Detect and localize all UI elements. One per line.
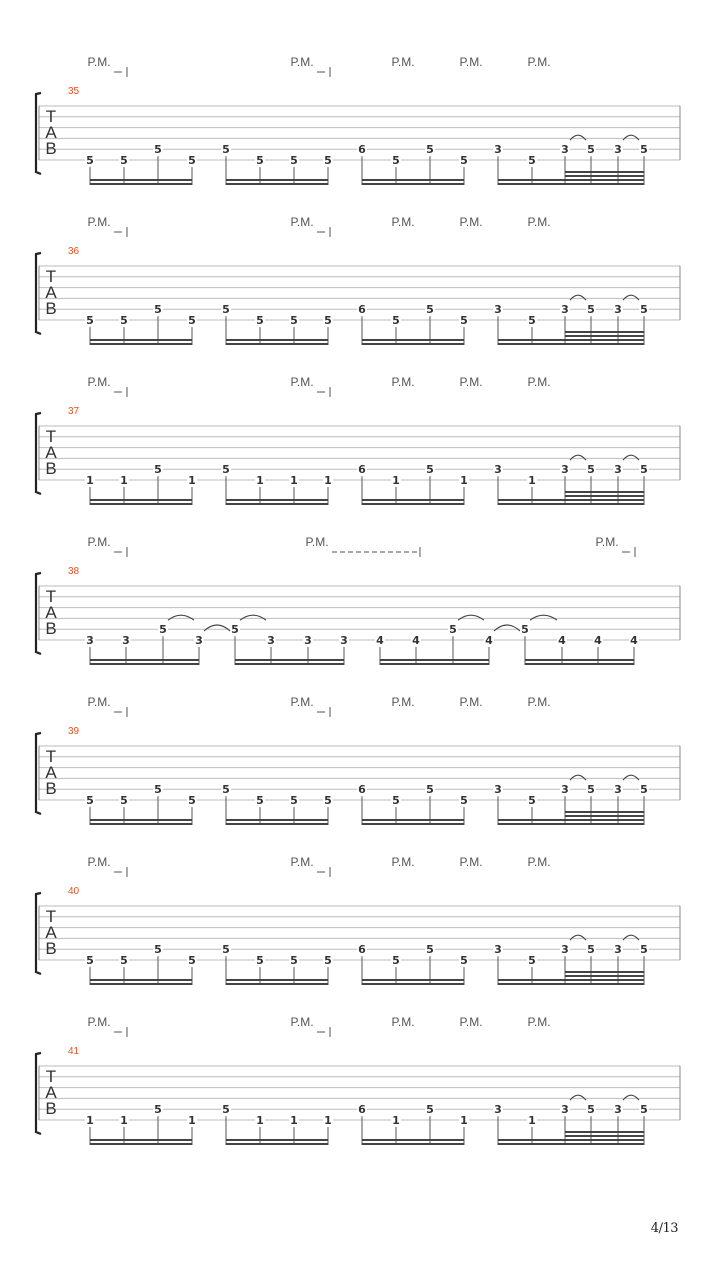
tab-letter: A [45,763,57,782]
beam [565,975,644,977]
fret-number: 5 [426,463,434,477]
palm-mute-label: P.M. [87,55,111,69]
fret-number: 3 [561,943,569,957]
slur-arc [570,775,586,780]
palm-mute-label: P.M. [459,215,483,229]
fret-number: 6 [358,783,366,797]
system-41 [36,1015,680,1145]
fret-number: 5 [392,794,400,807]
beam [565,811,644,813]
system-37 [36,375,680,505]
fret-number: 5 [86,794,94,807]
fret-number: 5 [222,303,230,317]
palm-mute-label: P.M. [87,375,111,389]
fret-number: 1 [528,474,536,487]
tab-letter: T [45,747,57,766]
fret-number: 4 [558,634,566,647]
fret-number: 5 [86,154,94,167]
fret-number: 5 [154,783,162,797]
beam [90,183,192,185]
fret-number: 3 [494,1103,502,1117]
system-39 [36,695,680,825]
palm-mute-label: P.M. [459,1015,483,1029]
beam [226,823,328,825]
beam [90,503,192,505]
fret-number: 5 [154,143,162,157]
fret-number: 3 [614,783,622,797]
fret-number: 3 [614,1103,622,1117]
fret-number: 1 [120,474,128,487]
fret-number: 3 [267,634,275,647]
fret-number: 1 [460,1114,468,1127]
tab-letter: B [45,939,57,958]
beam [226,1139,328,1141]
fret-number: 5 [449,623,457,637]
fret-number: 5 [256,154,264,167]
fret-number: 4 [594,634,602,647]
beam [362,499,464,501]
fret-number: 5 [587,1103,595,1117]
fret-number: 5 [188,954,196,967]
measure-number: 36 [68,246,80,257]
fret-number: 5 [231,623,239,637]
fret-number: 3 [195,634,203,647]
fret-number: 5 [188,314,196,327]
slur-arc [494,625,520,631]
fret-number: 5 [528,794,536,807]
palm-mute-label: P.M. [459,375,483,389]
palm-mute-label: P.M. [290,855,314,869]
tab-letter: A [45,1083,57,1102]
beam [565,1131,644,1133]
fret-number: 5 [256,314,264,327]
beam [525,659,634,661]
fret-number: 5 [640,463,648,477]
palm-mute-label: P.M. [459,55,483,69]
fret-number: 5 [640,303,648,317]
fret-number: 5 [640,783,648,797]
slur-arc [623,455,639,460]
fret-number: 5 [460,794,468,807]
fret-number: 5 [159,623,167,637]
fret-number: 5 [222,783,230,797]
beam [362,819,464,821]
fret-number: 5 [188,794,196,807]
fret-number: 5 [426,1103,434,1117]
beam [525,663,634,665]
beam [498,499,644,501]
palm-mute-label: P.M. [459,695,483,709]
slur-arc [623,135,639,140]
beam [565,331,644,333]
slur-arc [570,1095,586,1100]
tab-letter: T [45,907,57,926]
palm-mute-label: P.M. [527,855,551,869]
beam [362,503,464,505]
beam [362,1139,464,1141]
beam [380,663,489,665]
palm-mute-label: P.M. [527,215,551,229]
fret-number: 5 [324,794,332,807]
fret-number: 3 [494,303,502,317]
beam [226,183,328,185]
beam [235,659,344,661]
fret-number: 3 [561,783,569,797]
fret-number: 5 [256,954,264,967]
fret-number: 1 [188,474,196,487]
measure-number: 37 [68,406,80,417]
tab-letter: T [45,587,57,606]
palm-mute-label: P.M. [391,1015,415,1029]
fret-number: 5 [528,314,536,327]
slur-arc [570,295,586,300]
fret-number: 1 [392,1114,400,1127]
fret-number: 5 [521,623,529,637]
beam [565,971,644,973]
beam [498,819,644,821]
beam [226,339,328,341]
beam [226,503,328,505]
tab-letter: B [45,299,57,318]
tab-letter: T [45,107,57,126]
fret-number: 5 [640,1103,648,1117]
fret-number: 5 [222,943,230,957]
fret-number: 5 [392,954,400,967]
palm-mute-label: P.M. [391,215,415,229]
slur-arc [530,615,557,620]
beam [498,823,644,825]
fret-number: 5 [426,783,434,797]
tab-letter: B [45,1099,57,1118]
palm-mute-label: P.M. [290,1015,314,1029]
beam [498,179,644,181]
beam [226,979,328,981]
measure-number: 35 [68,86,80,97]
beam [498,339,644,341]
fret-number: 6 [358,943,366,957]
fret-number: 4 [630,634,638,647]
fret-number: 4 [376,634,384,647]
fret-number: 5 [587,303,595,317]
palm-mute-label: P.M. [527,1015,551,1029]
fret-number: 5 [392,314,400,327]
fret-number: 5 [154,943,162,957]
tab-letter: A [45,443,57,462]
fret-number: 3 [494,783,502,797]
beam [362,1143,464,1145]
fret-number: 5 [426,303,434,317]
fret-number: 3 [494,463,502,477]
measure-number: 40 [68,886,80,897]
palm-mute-label: P.M. [87,215,111,229]
fret-number: 5 [290,954,298,967]
fret-number: 1 [324,1114,332,1127]
fret-number: 1 [324,474,332,487]
palm-mute-label: P.M. [290,215,314,229]
beam [565,175,644,177]
fret-number: 3 [494,943,502,957]
palm-mute-label: P.M. [391,55,415,69]
palm-mute-label: P.M. [391,375,415,389]
beam [565,171,644,173]
beam [362,343,464,345]
beam [90,659,199,661]
fret-number: 5 [222,143,230,157]
fret-number: 5 [120,154,128,167]
measure-number: 41 [68,1046,80,1057]
slur-arc [623,1095,639,1100]
fret-number: 5 [324,954,332,967]
tab-letter: B [45,779,57,798]
fret-number: 5 [86,954,94,967]
fret-number: 5 [426,143,434,157]
tab-letter: A [45,923,57,942]
fret-number: 3 [340,634,348,647]
tab-letter: T [45,1067,57,1086]
fret-number: 5 [587,463,595,477]
palm-mute-label: P.M. [87,695,111,709]
fret-number: 3 [304,634,312,647]
slur-arc [623,935,639,940]
beam [235,663,344,665]
beam [90,979,192,981]
fret-number: 5 [120,314,128,327]
beam [226,1143,328,1145]
beam [362,823,464,825]
fret-number: 6 [358,463,366,477]
fret-number: 5 [426,943,434,957]
beam [565,335,644,337]
palm-mute-label: P.M. [87,855,111,869]
fret-number: 4 [412,634,420,647]
fret-number: 5 [460,314,468,327]
fret-number: 1 [290,474,298,487]
palm-mute-label: P.M. [459,855,483,869]
fret-number: 5 [290,794,298,807]
fret-number: 5 [154,303,162,317]
beam [498,983,644,985]
system-40 [36,855,680,985]
fret-number: 5 [290,154,298,167]
fret-number: 5 [587,943,595,957]
beam [380,659,489,661]
beam [90,1143,192,1145]
palm-mute-label: P.M. [527,55,551,69]
beam [498,979,644,981]
fret-number: 5 [392,154,400,167]
fret-number: 6 [358,143,366,157]
fret-number: 5 [86,314,94,327]
slur-arc [623,775,639,780]
fret-number: 5 [324,314,332,327]
fret-number: 5 [120,794,128,807]
slur-arc [570,455,586,460]
slur-arc [570,135,586,140]
beam [90,339,192,341]
slur-arc [570,935,586,940]
fret-number: 3 [614,463,622,477]
tab-letter: B [45,619,57,638]
fret-number: 1 [528,1114,536,1127]
slur-arc [458,615,484,620]
beam [362,179,464,181]
tab-letter: B [45,459,57,478]
fret-number: 1 [256,1114,264,1127]
fret-number: 5 [290,314,298,327]
beam [362,339,464,341]
beam [362,983,464,985]
slur-arc [204,625,230,631]
fret-number: 1 [120,1114,128,1127]
system-36 [36,215,680,345]
beam [362,183,464,185]
fret-number: 3 [86,634,94,647]
measure-number: 39 [68,726,80,737]
fret-number: 5 [460,154,468,167]
tab-letter: T [45,267,57,286]
palm-mute-label: P.M. [87,1015,111,1029]
fret-number: 5 [528,154,536,167]
fret-number: 5 [528,954,536,967]
fret-number: 5 [640,943,648,957]
fret-number: 5 [587,143,595,157]
beam [90,343,192,345]
fret-number: 5 [154,463,162,477]
slur-arc [623,295,639,300]
fret-number: 3 [614,143,622,157]
tab-letter: T [45,427,57,446]
palm-mute-label: P.M. [527,695,551,709]
palm-mute-label: P.M. [290,375,314,389]
fret-number: 1 [86,1114,94,1127]
beam [565,495,644,497]
fret-number: 3 [561,303,569,317]
tab-letter: A [45,603,57,622]
palm-mute-label: P.M. [527,375,551,389]
beam [90,983,192,985]
slur-arc [240,615,266,620]
fret-number: 5 [154,1103,162,1117]
fret-number: 1 [256,474,264,487]
fret-number: 3 [561,463,569,477]
beam [565,491,644,493]
system-35 [36,55,680,185]
beam [90,179,192,181]
fret-number: 1 [290,1114,298,1127]
tab-letter: A [45,283,57,302]
fret-number: 5 [640,143,648,157]
palm-mute-label: P.M. [391,855,415,869]
beam [226,983,328,985]
beam [498,1143,644,1145]
fret-number: 3 [614,303,622,317]
fret-number: 1 [188,1114,196,1127]
palm-mute-label: P.M. [87,535,111,549]
tab-letter: A [45,123,57,142]
palm-mute-label: P.M. [290,55,314,69]
beam [90,823,192,825]
fret-number: 1 [460,474,468,487]
fret-number: 6 [358,303,366,317]
fret-number: 1 [392,474,400,487]
beam [90,499,192,501]
beam [565,1135,644,1137]
fret-number: 5 [222,463,230,477]
beam [90,663,199,665]
fret-number: 3 [561,1103,569,1117]
page-number: 4/13 [650,1221,678,1236]
fret-number: 5 [460,954,468,967]
fret-number: 6 [358,1103,366,1117]
beam [498,503,644,505]
palm-mute-label: P.M. [305,535,329,549]
fret-number: 3 [561,143,569,157]
fret-number: 5 [120,954,128,967]
beam [565,815,644,817]
fret-number: 3 [122,634,130,647]
fret-number: 3 [614,943,622,957]
fret-number: 5 [222,1103,230,1117]
beam [498,343,644,345]
beam [362,979,464,981]
fret-number: 5 [256,794,264,807]
palm-mute-label: P.M. [595,535,619,549]
beam [226,819,328,821]
fret-number: 4 [485,634,493,647]
fret-number: 3 [494,143,502,157]
fret-number: 5 [587,783,595,797]
tab-letter: B [45,139,57,158]
palm-mute-label: P.M. [391,695,415,709]
slur-arc [168,615,194,620]
fret-number: 5 [324,154,332,167]
beam [498,183,644,185]
fret-number: 1 [86,474,94,487]
fret-number: 5 [188,154,196,167]
measure-number: 38 [68,566,80,577]
palm-mute-label: P.M. [290,695,314,709]
beam [226,499,328,501]
beam [498,1139,644,1141]
beam [226,343,328,345]
beam [90,1139,192,1141]
system-38 [36,535,680,665]
beam [226,179,328,181]
beam [90,819,192,821]
